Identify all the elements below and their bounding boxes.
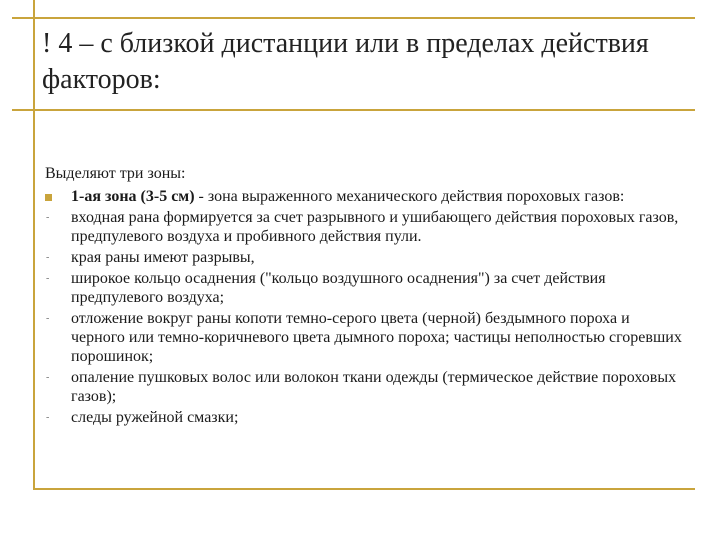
top-rule (12, 17, 695, 19)
list-item (45, 248, 685, 267)
list-item (45, 368, 685, 406)
list-item-text: следы ружейной смазки; (71, 409, 239, 426)
list-item-text: отложение вокруг раны копоти темно-серого цвета (черной) бездымного пороха и черного или темно-коричневого цвета дымного пороха; частицы неполностью сгоревших порошинок; (71, 310, 682, 365)
dash-bullet-icon: - (46, 313, 50, 324)
square-bullet-icon (45, 187, 65, 206)
list-item (45, 309, 685, 366)
list-item (45, 408, 685, 427)
intro-text: Выделяют три зоны: (45, 165, 186, 182)
dash-bullet-icon: - (46, 412, 50, 423)
dash-bullet-icon: - (46, 212, 50, 223)
dash-bullet-icon: - (46, 273, 50, 284)
bottom-rule (33, 488, 695, 490)
slide-body (45, 164, 685, 429)
slide-title: ! 4 – с близкой дистанции или в пределах действия факторов: (42, 28, 649, 95)
dash-bullet-icon: - (46, 252, 50, 263)
bullet-list (45, 187, 685, 427)
list-item (45, 187, 685, 206)
title-divider (12, 109, 695, 111)
left-rule-bottom (33, 109, 35, 490)
list-item-text: - зона выраженного механического действия пороховых газов: (194, 188, 625, 205)
list-item-text: опаление пушковых волос или волокон ткани одежды (термическое действие пороховых газов); (71, 369, 677, 405)
list-item-text: широкое кольцо осаднения ("кольцо воздушного осаднения") за счет действия предпулевого воздуха; (71, 270, 606, 306)
list-item-text: входная рана формируется за счет разрывного и ушибающего действия пороховых газов, предпулевого воздуха и пробивного действия пули. (71, 209, 679, 245)
dash-bullet-icon: - (46, 372, 50, 383)
zone-heading: 1-ая зона (3-5 см) (71, 188, 195, 205)
list-item (45, 208, 685, 246)
list-item-text: края раны имеют разрывы, (71, 249, 255, 266)
list-item (45, 269, 685, 307)
